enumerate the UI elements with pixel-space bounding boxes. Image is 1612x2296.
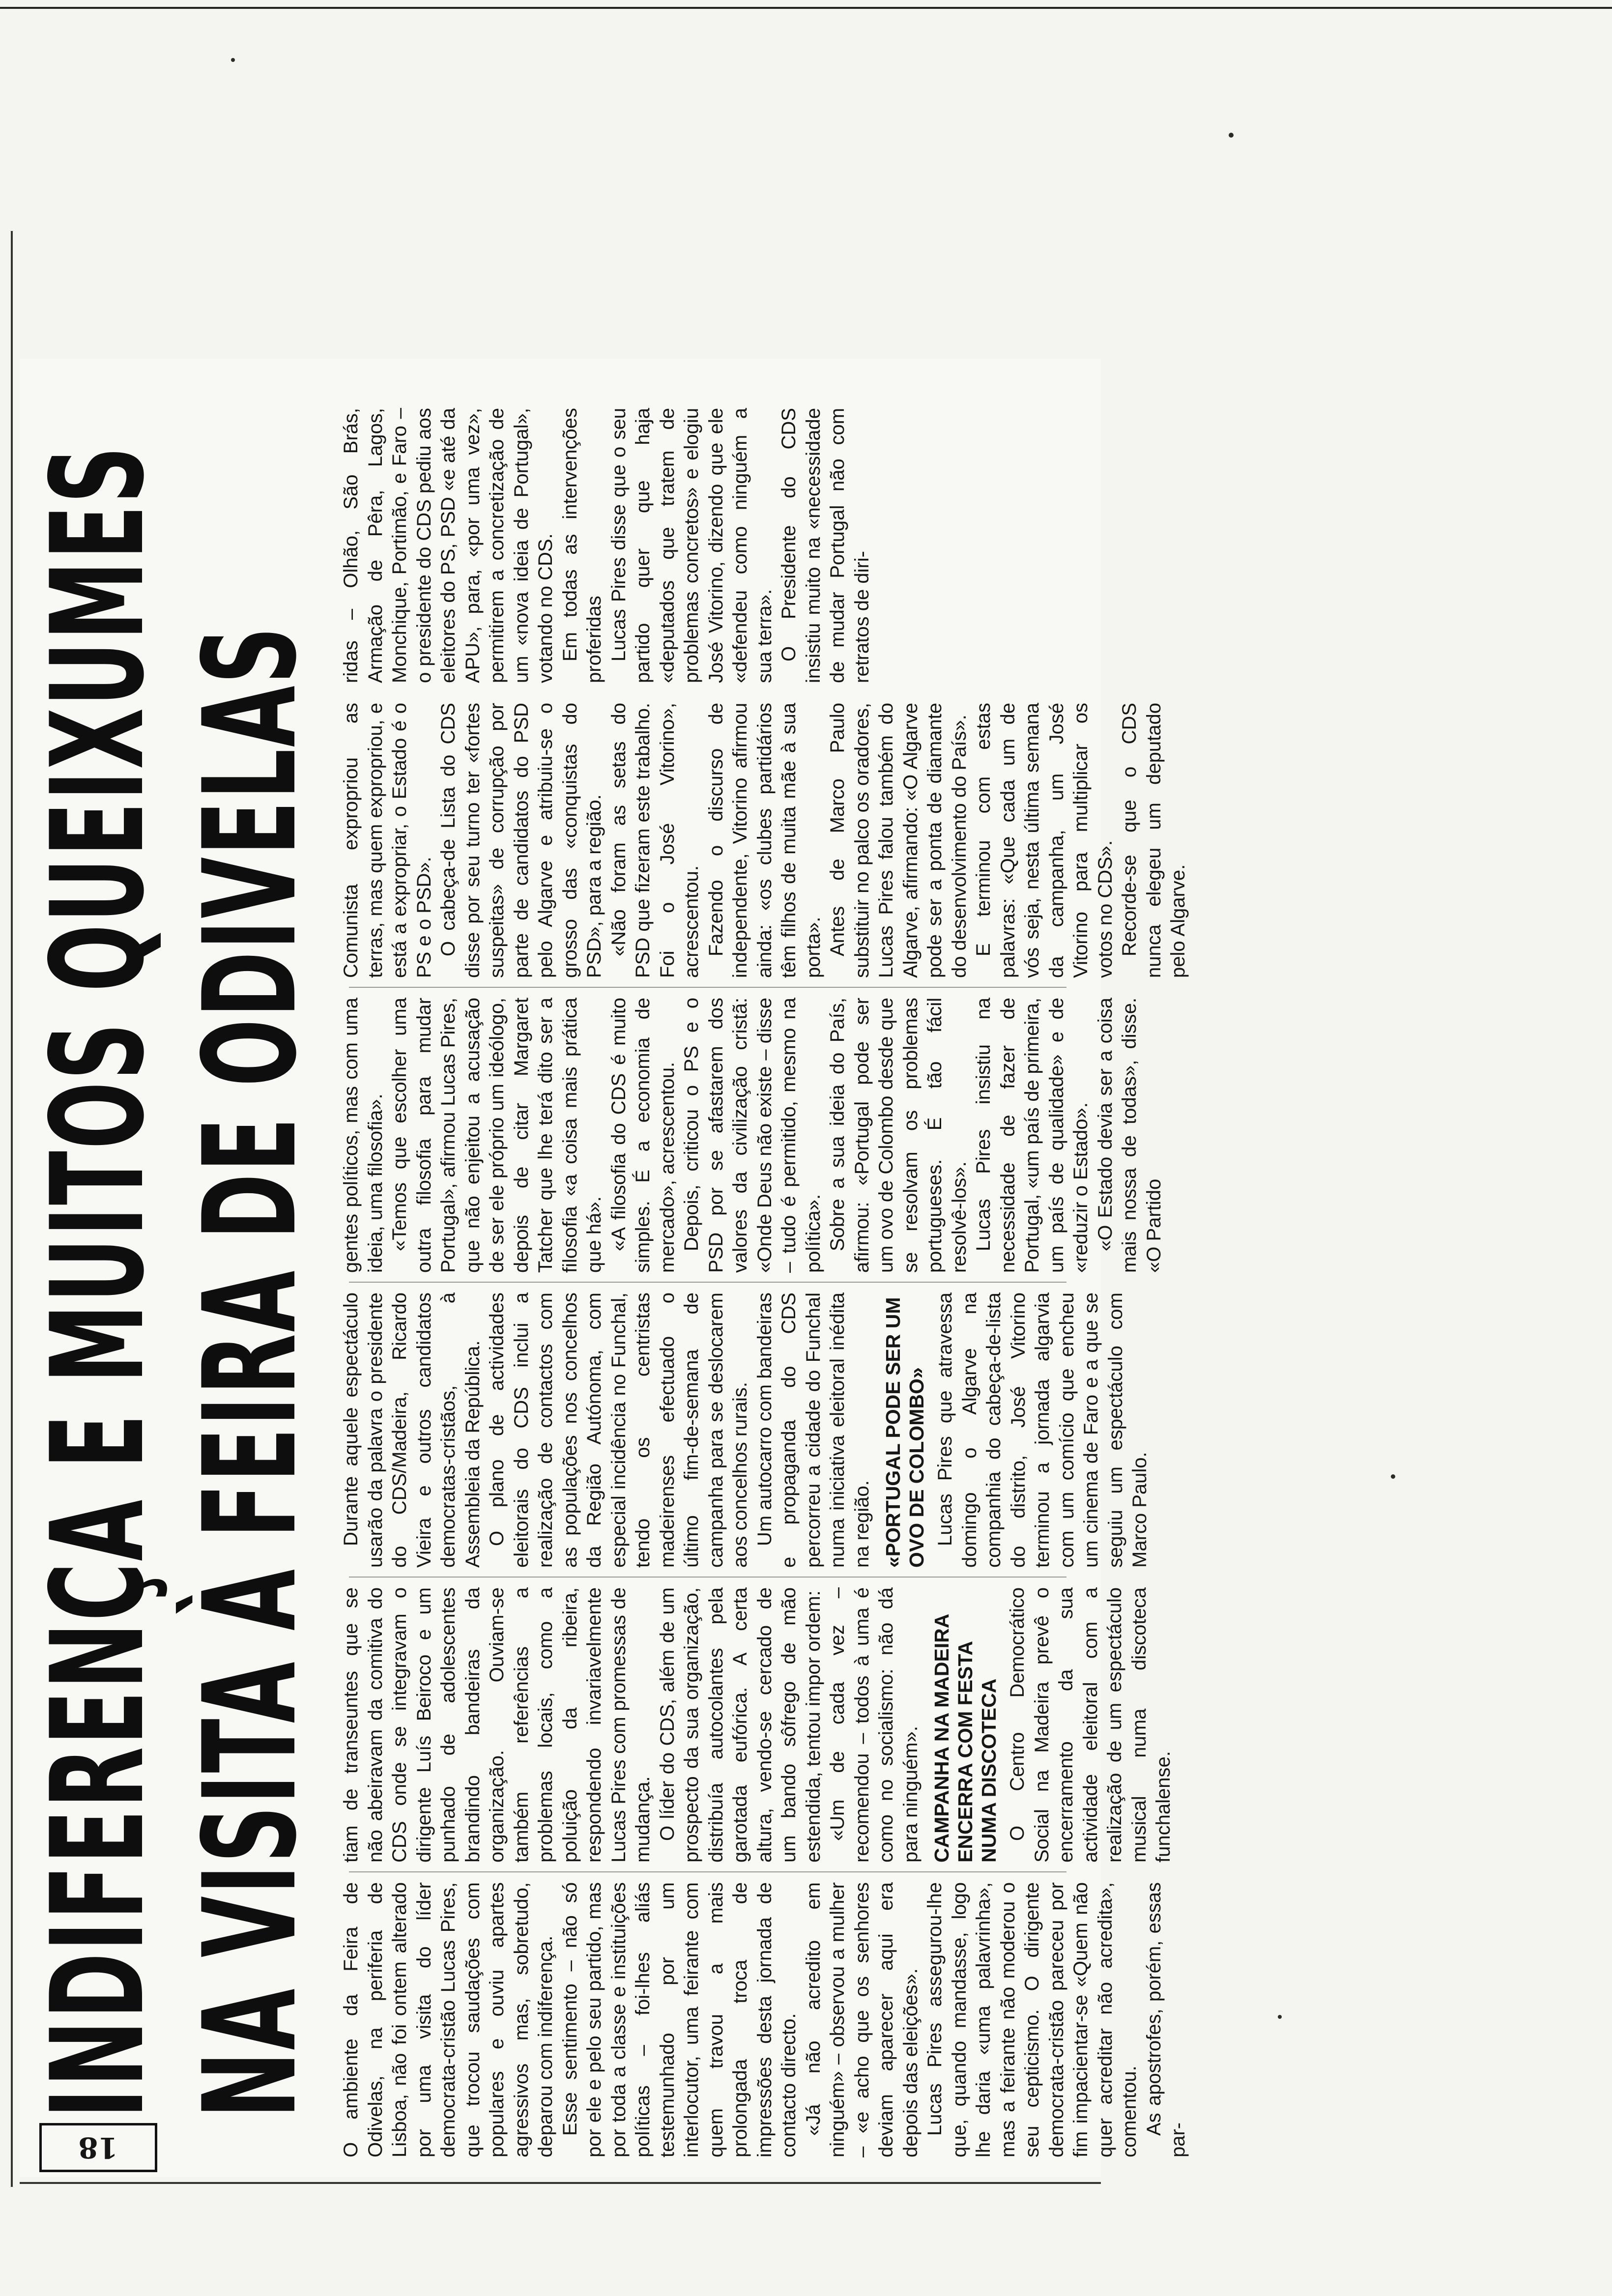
subheading-madeira: CAMPANHA NA MADEIRA ENCERRA COM FESTA NUMA DISCOTECA [930, 1614, 1000, 1863]
paragraph: O líder do CDS, além de um prospecto da sua organização, distribuía autocolantes pela garotada eufórica. A certa altura, vendo-se cercado de um bando sôfrego de mão estendida, tentou impor ordem: [656, 1587, 824, 1863]
paragraph: «Não foram as setas do PSD que fizeram este trabalho. Foi o José Vitorino», acrescentou. [607, 703, 702, 978]
column-rule [349, 1282, 1066, 1283]
scan-speck [1278, 2015, 1282, 2019]
article-column-4 [339, 998, 1165, 1273]
paragraph: Fazendo o discurso de independente, Vitorino afirmou ainda: «os clubes partidários têm filhos de muita mãe à sua porta». [705, 703, 824, 978]
paragraph: Comunista expropriou as terras, mas quem expropriou, e está a expropriar, o Estado é o PS e o PSD». [340, 703, 435, 978]
paragraph: O cabeça-de Lista do CDS disse por seu turno ter «fortes suspeitas» de corrupção por parte de candidatos do PSD pelo Algarve e atribuiu-se o grosso das «conquistas do PSD», para a região. [437, 703, 605, 978]
paragraph: As apostrofes, porém, essas par- [1143, 1882, 1189, 2157]
headline-line-2: NA VISITA À FEIRA DE ODIVELAS [176, 625, 325, 2118]
paragraph: Antes de Marco Paulo substituir no palco os oradores, Lucas Pires falou também do Algarve, afirmando: «O Algarve pode ser a ponta de diamante do desenvolvimento do País». [827, 703, 970, 978]
headline-line-1: INDIFERENÇA E MUITOS QUEIXUMES [24, 444, 173, 2118]
column-rule [349, 1577, 1066, 1578]
page-number: 18 [39, 2123, 157, 2172]
article-columns [339, 378, 1189, 2157]
paragraph: Lucas Pires insistiu na necessidade de fazer de Portugal, «um país de primeira, um país de qualidade» e de «reduzir o Estado». [973, 998, 1092, 1273]
paragraph: O Centro Democrático Social na Madeira prevê o encerramento da sua actividade eleitoral com a realização de um espectáculo musical numa discoteca funchalense. [1007, 1587, 1174, 1863]
paragraph: «O Estado devia ser a coisa mais nossa de todas», disse. «O Partido [1094, 998, 1165, 1273]
paragraph: ridas – Olhão, São Brás, Armação de Pêra, Lagos, Monchique, Portimão, e Faro – o presidente do CDS pediu aos eleitores do PS, PSD «e até da APU», para, «por uma vez», permitirem a concretização de um «nova ideia de Portugal», votando no CDS. [340, 408, 556, 683]
paragraph: O Presidente do CDS insistiu muito na «necessidade de mudar Portugal não com retratos de diri- [778, 408, 873, 683]
article-column-1 [339, 1882, 1189, 2157]
subheading-colombo: «PORTUGAL PODE SER UM OVO DE COLOMBO» [882, 1297, 928, 1568]
scan-speck [1229, 133, 1234, 138]
paragraph: gentes políticos, mas com uma ideia, uma filosofia». [340, 998, 386, 1273]
paragraph: «Temos que escolher uma outra filosofia para mudar Portugal», afirmou Lucas Pires, que não enjeitou a acusação de ser ele próprio um ideólogo, depois de citar Margaret Tatcher que lhe terá dito ser a filosofia «a coisa mais prática que há». [389, 998, 605, 1273]
paragraph: Esse sentimento – não só por ele e pelo seu partido, mas por toda a classe e instituições políticas – foi-lhes aliás testemunhado por um interlocutor, uma feirante com quem travou a mais prolongada troca de impressões desta jornada de contacto directo. [559, 1882, 800, 2157]
paragraph: Lucas Pires que atravessa domingo o Algarve na companhia do cabeça-de-lista do distrito, José Vitorino terminou a jornada algarvia com um comício que encheu um cinema de Faro e a que se seguiu um espectáculo com Marco Paulo. [934, 1292, 1151, 1568]
column-rule [349, 1871, 1066, 1872]
scan-speck [231, 58, 235, 62]
scan-frame-top [0, 7, 1612, 9]
paragraph: Lucas Pires disse que o seu partido quer que haja «deputados que tratem de problemas concretos» e elogiu José Vitorino, dizendo que ele «defendeu como ninguém a sua terra». [607, 408, 776, 683]
paragraph: Depois, criticou o PS e o PSD por se afastarem dos valores da civilização cristã: «Onde Deus não existe – disse – tudo é permitido, mesmo na política». [681, 998, 824, 1273]
paragraph: Recorde-se que o CDS nunca elegeu um deputado pelo Algarve. [1119, 703, 1189, 978]
paragraph: «A filosofia do CDS é muito simples. É a economia de mercado», acrescentou. [607, 998, 678, 1273]
column-rule [349, 987, 1066, 988]
newspaper-clipping [20, 359, 1189, 2177]
paragraph: Lucas Pires assegurou-lhe que, quando mandasse, logo lhe daria «uma palavrinha», mas a feirante não moderou o seu cepticismo. O dirigente democrata-cristão pareceu por fim impacientar-se «Quem não quer acreditar não acredita», comentou. [924, 1882, 1140, 2157]
paragraph: «Já não acredito em ninguém» – observou a mulher – «e acho que os senhores deviam aparecer aqui era depois das eleições». [802, 1882, 921, 2157]
article-column-2 [339, 1587, 1174, 1863]
paragraph: E terminou com estas palavras: «Que cada um de vós seja, nesta última semana da campanha, um José Vitorino para multiplicar os votos no CDS». [973, 703, 1116, 978]
scan-frame-left [11, 231, 13, 2187]
paragraph: O plano de actividades eleitorais do CDS inclui a realização de contactos com as populações nos concelhos da Região Autónoma, com especial incidência no Funchal, tendo os centristas madeirenses efectuado o último fim-de-semana de campanha para se deslocarem aos concelhos rurais. [486, 1292, 751, 1568]
paragraph: O ambiente da Feira de Odivelas, na periferia de Lisboa, não foi ontem alterado por uma visita do líder democrata-cristão Lucas Pires, que trocou saudações com populares e ouviu apartes agressivos mas, sobretudo, deparou com indiferença. [340, 1882, 556, 2157]
paragraph: Sobre a sua ideia do País, afirmou: «Portugal pode ser um ovo de Colombo desde que se resolvam os problemas portugueses. É tão fácil resolvê-los». [827, 998, 970, 1273]
paragraph: Um autocarro com bandeiras e propaganda do CDS percorreu a cidade do Funchal numa iniciativa eleitoral inédita na região. [753, 1292, 873, 1568]
paragraph: «Um de cada vez – recomendou – todos à uma é como no socialismo: não dá para ninguém». [827, 1587, 921, 1863]
scan-speck [1391, 1474, 1395, 1479]
scan-frame-bottom [20, 2182, 1101, 2184]
paragraph: Em todas as intervenções proferidas [559, 408, 605, 683]
paragraph: Durante aquele espectáculo usarão da palavra o presidente do CDS/Madeira, Ricardo Vieira e outros candidatos democratas-cristãos, à Assembleia da República. [340, 1292, 484, 1568]
article-column-5 [339, 703, 1189, 978]
headline-block [20, 359, 334, 2177]
paragraph: tiam de transeuntes que se não abeiravam da comitiva do CDS onde se integravam o dirigente Luís Beiroco e um punhado de adolescentes brandindo bandeiras da organização. Ouviam-se também referências a problemas locais, como a poluição da ribeira, respondendo invariavelmente Lucas Pires com promessas de mudança. [340, 1587, 654, 1863]
article-column-3 [339, 1292, 1151, 1568]
article-column-6-overflow [339, 408, 1076, 683]
